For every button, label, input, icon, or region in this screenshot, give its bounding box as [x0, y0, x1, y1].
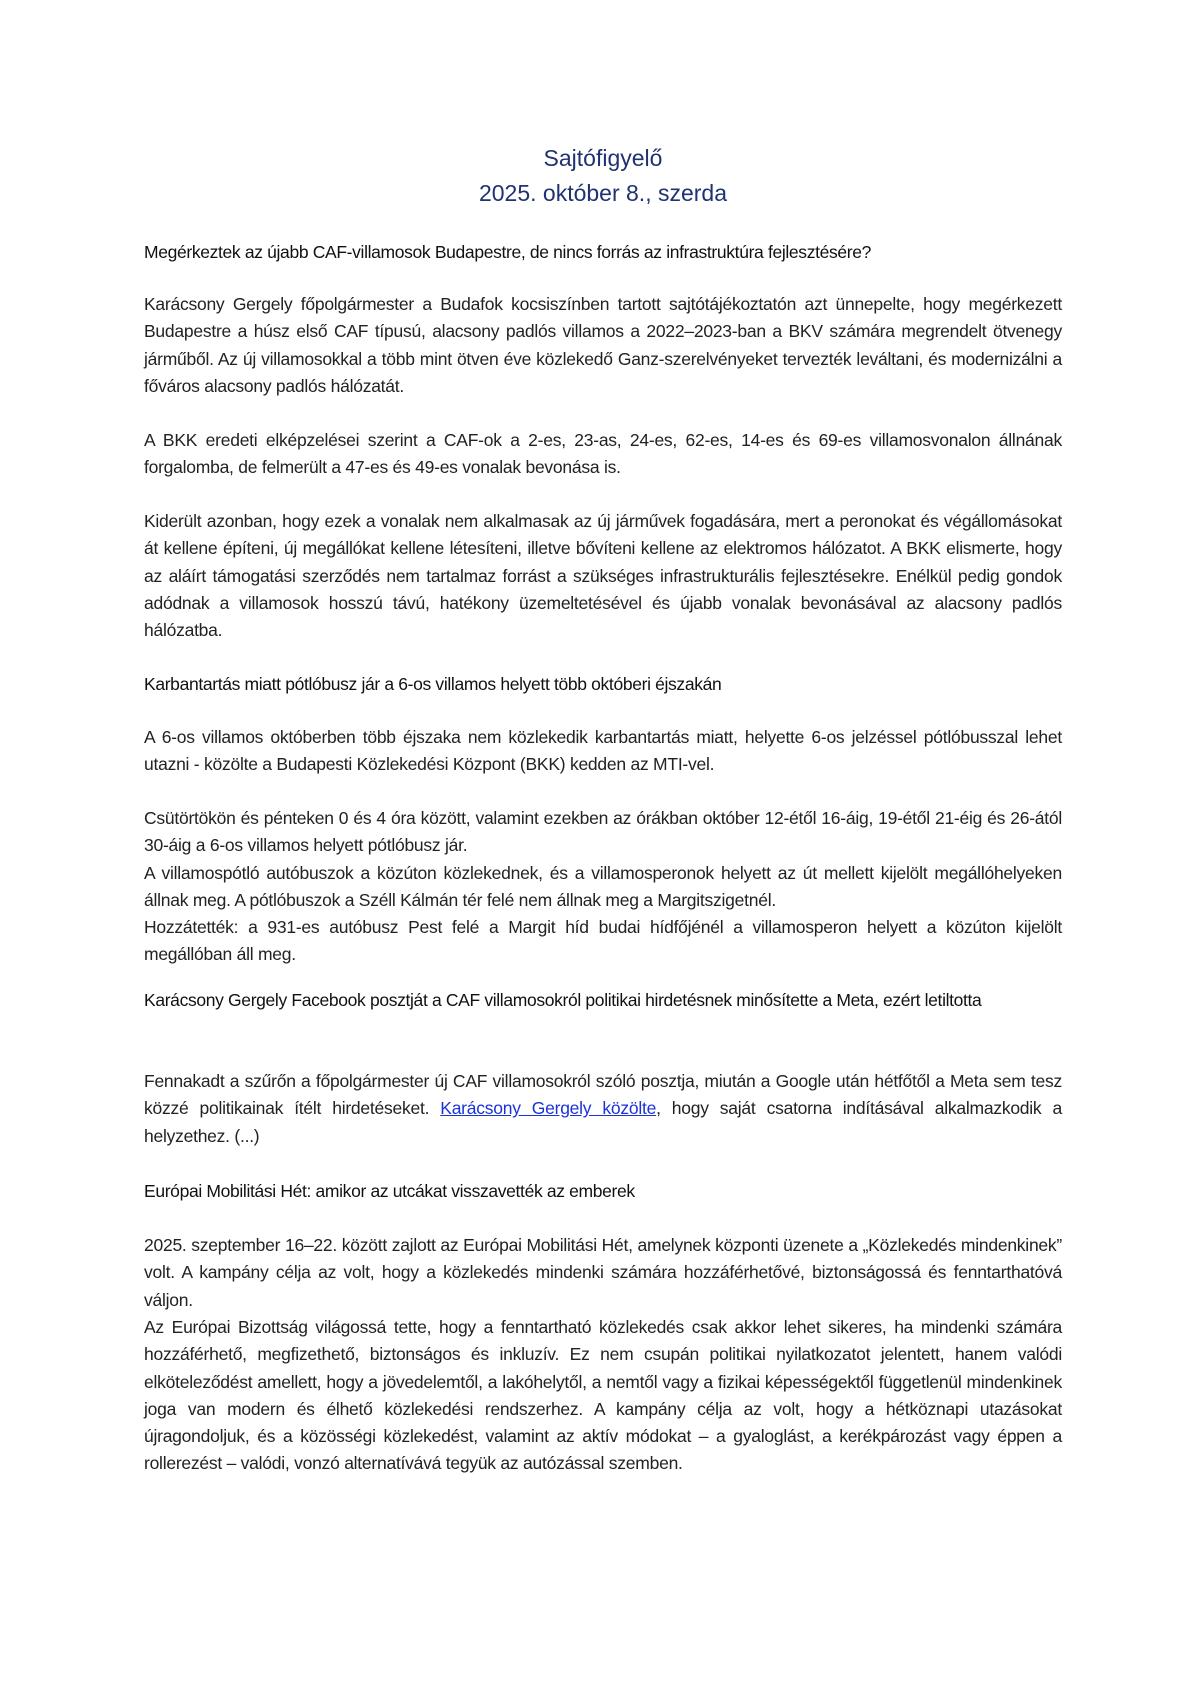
paragraph-text: Fennakadt a szűrőn a főpolgármester új CAF villamosokról szóló posztja, miután a Google után hétfőtől a Meta sem tesz közzé politikainak ítélt hirdetéseket.	[144, 1071, 1062, 1119]
article-paragraph: A villamospótló autóbuszok a közúton közlekednek, és a villamosperonok helyett az út mellett kijelölt megállóhelyeken állnak meg. A pótlóbuszok a Széll Kálmán tér felé nem állnak meg a Margitszigetnél.	[144, 863, 1062, 911]
paragraph-text: , hogy saját csatorna indításával alkalmazkodik a helyzethez. (...)	[144, 1098, 1062, 1146]
article-paragraph: Kiderült azonban, hogy ezek a vonalak nem alkalmasak az új járművek fogadására, mert a peronokat és végállomásokat át kellene építeni, új megállókat kellene létesíteni, illetve bővíteni kellene az elektromos hálózatot. A BKK elismerte, hogy az aláírt támogatási szerződés nem tartalmaz forrást a szükséges infrastrukturális fejlesztésekre. Enélkül pedig gondok adódnak a villamosok hosszú távú, hatékony üzemeltetésével és újabb vonalak bevonásával az alacsony padlós hálózatba.	[144, 511, 1062, 641]
article-paragraph: Hozzátették: a 931-es autóbusz Pest felé a Margit híd budai hídfőjénél a villamosperon helyett a közúton kijelölt megállóban áll meg.	[144, 917, 1062, 965]
article-paragraph: A BKK eredeti elképzelései szerint a CAF-ok a 2-es, 23-as, 24-es, 62-es, 14-es és 69-es villamosvonalon állnának forgalomba, de felmerült a 47-es és 49-es vonalak bevonása is.	[144, 430, 1062, 478]
article-paragraph-with-link	[144, 1068, 1062, 1150]
article-heading-mobility-week: Európai Mobilitási Hét: amikor az utcákat visszavették az emberek	[144, 1181, 635, 1201]
article-paragraph: Karácsony Gergely főpolgármester a Budafok kocsiszínben tartott sajtótájékoztatón azt ünnepelte, hogy megérkezett Budapestre a húsz első CAF típusú, alacsony padlós villamos a 2022–2023-ban a BKV számára megrendelt ötvenegy járműből. Az új villamosokkal a több mint ötven éve közlekedő Ganz-szerelvényeket tervezték leváltani, és modernizálni a főváros alacsony padlós hálózatát.	[144, 294, 1062, 396]
article-heading-meta-ban: Karácsony Gergely Facebook posztját a CAF villamosokról politikai hirdetésnek minősítette a Meta, ezért letiltotta	[144, 990, 982, 1010]
karacsony-gergely-link[interactable]: Karácsony Gergely közölte	[440, 1098, 657, 1119]
article-paragraph: A 6-os villamos októberben több éjszaka nem közlekedik karbantartás miatt, helyette 6-os jelzéssel pótlóbusszal lehet utazni - közölte a Budapesti Közlekedési Központ (BKK) kedden az MTI-vel.	[144, 727, 1062, 775]
document-title: Sajtófigyelő	[543, 145, 663, 171]
document-header	[144, 141, 1062, 211]
article-heading-tram6-replacement: Karbantartás miatt pótlóbusz jár a 6-os villamos helyett több októberi éjszakán	[144, 674, 722, 694]
article-paragraph: Csütörtökön és pénteken 0 és 4 óra között, valamint ezekben az órákban október 12-étől 16-áig, 19-étől 21-éig és 26-ától 30-áig a 6-os villamos helyett pótlóbusz jár.	[144, 808, 1062, 856]
article-paragraph: 2025. szeptember 16–22. között zajlott az Európai Mobilitási Hét, amelynek központi üzenete a „Közlekedés mindenkinek” volt. A kampány célja az volt, hogy a közlekedés mindenki számára hozzáférhetővé, biztonságossá és fenntarthatóvá váljon.	[144, 1235, 1062, 1310]
article-paragraph: Az Európai Bizottság világossá tette, hogy a fenntartható közlekedés csak akkor lehet sikeres, ha mindenki számára hozzáférhető, megfizethető, biztonságos és inkluzív. Ez nem csupán politikai nyilatkozatot jelentett, hanem valódi elköteleződést amellett, hogy a jövedelemtől, a lakóhelytől, a nemtől vagy a fizikai képességektől függetlenül mindenkinek joga van modern és élhető közlekedési rendszerhez. A kampány célja az volt, hogy a hétköznapi utazásokat újragondoljuk, és a közösségi közlekedést, valamint az aktív módokat – a gyaloglást, a kerékpározást vagy éppen a rollerezést – valódi, vonzó alternatívává tegyük az autózással szemben.	[144, 1317, 1062, 1474]
article-heading-caf-arrival: Megérkeztek az újabb CAF-villamosok Budapestre, de nincs forrás az infrastruktúra fejlesztésére?	[144, 242, 872, 262]
document-date: 2025. október 8., szerda	[478, 180, 728, 206]
